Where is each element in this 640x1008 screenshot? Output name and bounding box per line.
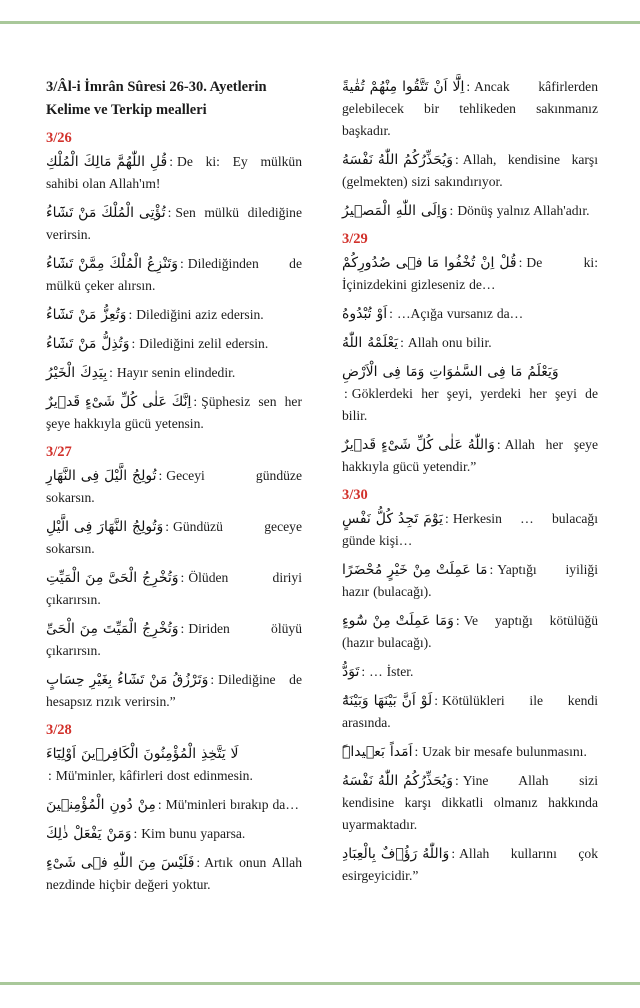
separator-colon: : (414, 744, 419, 759)
arabic-phrase: يَوْمَ تَجِدُ كُلُّ نَفْسٍ (342, 511, 444, 527)
separator-colon: : (389, 306, 393, 321)
meaning-entry (342, 332, 598, 354)
meaning-entry (46, 567, 302, 611)
arabic-phrase: وَيُحَذِّرُكُمُ اللّٰهُ نَفْسَهُ (342, 773, 453, 789)
arabic-phrase: اِلَّٓا اَنْ تَتَّقُوا مِنْهُمْ تُقٰيةً (342, 79, 465, 95)
turkish-meaning: … İster. (369, 664, 414, 679)
meaning-entry (342, 508, 598, 552)
arabic-phrase: وَيَعْلَمُ مَا فِى السَّمٰوَاتِ وَمَا فِى الْاَرْضِ (342, 364, 559, 380)
meaning-entry (46, 333, 302, 355)
meaning-entry (46, 852, 302, 896)
separator-colon: : (344, 386, 348, 401)
separator-colon: : (518, 255, 523, 270)
turkish-meaning: Uzak bir mesafe bulunmasını. (422, 744, 587, 759)
turkish-meaning: Herkesin … bulacağı günde kişi… (342, 511, 598, 548)
arabic-phrase: مِنْ دُونِ الْمُؤْمِن۪ينَ (46, 797, 156, 813)
turkish-meaning: …Açığa vursanız da… (396, 306, 524, 321)
separator-colon: : (449, 203, 454, 218)
separator-colon: : (180, 621, 185, 636)
arabic-phrase: لَوْ اَنَّ بَيْنَهَا وَبَيْنَهُٓ (342, 693, 433, 709)
turkish-meaning: Dilediğinden de mülkü çeker alırsın. (46, 256, 302, 293)
meaning-entry (342, 559, 598, 603)
right-sections (342, 76, 598, 887)
turkish-meaning: Ve yaptığı kötülüğü (hazır bulacağı). (342, 613, 598, 650)
right-column (342, 76, 598, 894)
arabic-phrase: قُلِ اللّٰهُمَّ مَالِكَ الْمُلْكِ (46, 154, 168, 170)
separator-colon: : (193, 394, 198, 409)
arabic-phrase: وَتُعِزُّ مَنْ تَشَٓاءُ (46, 307, 127, 323)
separator-colon: : (158, 468, 163, 483)
left-column (46, 76, 302, 903)
arabic-phrase: وَتَرْزُقُ مَنْ تَشَٓاءُ بِغَيْرِ حِسَابٍ (46, 672, 209, 688)
meaning-entry (46, 794, 302, 816)
separator-colon: : (180, 570, 185, 585)
meaning-entry (46, 618, 302, 662)
meaning-entry (342, 149, 598, 193)
meaning-entry (46, 743, 302, 787)
arabic-phrase: وَمَا عَمِلَتْ مِنْ سُٓوءٍ (342, 613, 454, 629)
turkish-meaning: Dilediğini aziz edersin. (136, 307, 264, 322)
arabic-phrase: وَاللّٰهُ رَؤُ۫فٌ بِالْعِبَادِ (342, 846, 450, 862)
turkish-meaning: Dilediğini zelil edersin. (139, 336, 269, 351)
separator-colon: : (167, 205, 172, 220)
separator-colon: : (496, 437, 501, 452)
separator-colon: : (165, 519, 170, 534)
meaning-entry (342, 690, 598, 734)
meaning-entry (46, 202, 302, 246)
separator-colon: : (169, 154, 173, 169)
meaning-entry (46, 362, 302, 384)
turkish-meaning: Allah onu bilir. (407, 335, 492, 350)
meaning-entry (342, 252, 598, 296)
separator-colon: : (157, 797, 162, 812)
arabic-phrase: وَتَنْزِعُ الْمُلْكَ مِمَّنْ تَشَٓاءُ (46, 256, 178, 272)
separator-colon: : (400, 335, 404, 350)
arabic-phrase: اَمَداً بَع۪يداًۜ (342, 744, 413, 760)
turkish-meaning: Artık onun Allah nezdinde hiçbir değeri yoktur. (46, 855, 302, 892)
meaning-entry (46, 465, 302, 509)
verse-number: 3/29 (342, 231, 368, 247)
meaning-entry (342, 200, 598, 222)
separator-colon: : (454, 773, 459, 788)
verse-number: 3/28 (46, 722, 72, 738)
arabic-phrase: تَوَدُّ (342, 664, 360, 680)
separator-colon: : (131, 336, 136, 351)
meaning-entry (342, 76, 598, 142)
separator-colon: : (489, 562, 494, 577)
meaning-entry (342, 661, 598, 683)
top-rule (0, 21, 640, 24)
verse-number: 3/30 (342, 487, 368, 503)
turkish-meaning: Dönüş yalnız Allah'adır. (457, 203, 590, 218)
arabic-phrase: وَتُولِجُ النَّهَارَ فِى الَّيْلِ (46, 519, 164, 535)
separator-colon: : (454, 152, 459, 167)
turkish-meaning: Şüphesiz sen her şeye hakkıyla gücü yetensin. (46, 394, 302, 431)
turkish-meaning: Yaptığı iyiliği hazır (bulacağı). (342, 562, 598, 599)
page-title: 3/Âl-i İmrân Sûresi 26-30. Ayetlerin Kelime ve Terkip mealleri (46, 79, 267, 118)
meaning-entry (342, 843, 598, 887)
meaning-entry (46, 151, 302, 195)
meaning-entry (342, 303, 598, 325)
turkish-meaning: Allah, kendisine karşı (gelmekten) sizi sakındırıyor. (342, 152, 598, 189)
separator-colon: : (48, 768, 52, 783)
arabic-phrase: تُؤْتِى الْمُلْكَ مَنْ تَشَٓاءُ (46, 205, 166, 221)
turkish-meaning: Allah her şeye hakkıyla gücü yetendir.” (342, 437, 598, 474)
separator-colon: : (210, 672, 215, 687)
meaning-entry (46, 669, 302, 713)
arabic-phrase: يَعْلَمْهُ اللّٰهُ (342, 335, 399, 351)
separator-colon: : (128, 307, 133, 322)
separator-colon: : (361, 664, 366, 679)
turkish-meaning: Ölüden diriyi çıkarırsın. (46, 570, 302, 607)
turkish-meaning: Ancak kâfirlerden gelebilecek bir tehlikeden sakınmanız başkadır. (342, 79, 598, 138)
turkish-meaning: Yine Allah sizi kendisine karşı dikkatli olmanız hakkında uyarmaktadır. (342, 773, 598, 832)
meaning-entry (342, 361, 598, 427)
separator-colon: : (133, 826, 138, 841)
turkish-meaning: Göklerdeki her şeyi, yerdeki her şeyi de bilir. (342, 386, 598, 423)
arabic-phrase: تُولِجُ الَّيْلَ فِى النَّهَارِ (46, 468, 157, 484)
turkish-meaning: Kötülükleri ile kendi arasında. (342, 693, 598, 730)
arabic-phrase: اَوْ تُبْدُوهُ (342, 306, 388, 322)
turkish-meaning: De ki: İçinizdekini gizleseniz de… (342, 255, 598, 292)
separator-colon: : (445, 511, 449, 526)
arabic-phrase: وَتُذِلُّ مَنْ تَشَٓاءُ (46, 336, 130, 352)
turkish-meaning: Diriden ölüyü çıkarırsın. (46, 621, 302, 658)
arabic-phrase: وَاللّٰهُ عَلٰى كُلِّ شَیْءٍ قَد۪يرٌ (342, 437, 495, 453)
turkish-meaning: Dilediğine de hesapsız rızık verirsin.” (46, 672, 302, 709)
separator-colon: : (109, 365, 113, 380)
meaning-entry (342, 741, 598, 763)
separator-colon: : (455, 613, 460, 628)
meaning-entry (46, 304, 302, 326)
meaning-entry (46, 516, 302, 560)
separator-colon: : (451, 846, 456, 861)
meaning-entry (342, 434, 598, 478)
turkish-meaning: Allah kullarını çok esirgeyicidir.” (342, 846, 598, 883)
arabic-phrase: لَا يَتَّخِذِ الْمُؤْمِنُونَ الْكَافِر۪ينَ اَوْلِيَٓاءَ (46, 746, 239, 762)
meaning-entry (342, 610, 598, 654)
verse-number: 3/27 (46, 444, 72, 460)
arabic-phrase: وَمَنْ يَفْعَلْ ذٰلِكَ (46, 826, 132, 842)
separator-colon: : (434, 693, 438, 708)
arabic-phrase: مَا عَمِلَتْ مِنْ خَيْرٍ مُحْضَرًا (342, 562, 488, 578)
turkish-meaning: Mü'minleri bırakıp da… (165, 797, 299, 812)
separator-colon: : (196, 855, 201, 870)
arabic-phrase: وَتُخْرِجُ الْمَيِّتَ مِنَ الْحَیِّ (46, 621, 179, 637)
turkish-meaning: Hayır senin elindedir. (116, 365, 236, 380)
turkish-meaning: De ki: Ey mülkün sahibi olan Allah'ım! (46, 154, 302, 191)
arabic-phrase: بِيَدِكَ الْخَيْرُ (46, 365, 108, 381)
arabic-phrase: اِنَّكَ عَلٰى كُلِّ شَیْءٍ قَد۪يرٌ (46, 394, 192, 410)
turkish-meaning: Mü'minler, kâfirleri dost edinmesin. (55, 768, 253, 783)
arabic-phrase: وَاِلَى اللّٰهِ الْمَص۪يرُ (342, 203, 448, 219)
separator-colon: : (466, 79, 471, 94)
meaning-entry (46, 823, 302, 845)
separator-colon: : (179, 256, 184, 271)
meaning-entry (46, 253, 302, 297)
meaning-entry (342, 770, 598, 836)
verse-number: 3/26 (46, 130, 72, 146)
turkish-meaning: Geceyi gündüze sokarsın. (46, 468, 302, 505)
left-sections (46, 128, 302, 896)
arabic-phrase: قُلْ اِنْ تُخْفُوا مَا ف۪ى صُدُورِكُمْ (342, 255, 517, 271)
meaning-entry (46, 391, 302, 435)
arabic-phrase: فَلَيْسَ مِنَ اللّٰهِ ف۪ى شَیْءٍ (46, 855, 195, 871)
turkish-meaning: Kim bunu yaparsa. (141, 826, 246, 841)
turkish-meaning: Gündüzü geceye sokarsın. (46, 519, 302, 556)
arabic-phrase: وَيُحَذِّرُكُمُ اللّٰهُ نَفْسَهُ (342, 152, 453, 168)
bottom-rule (0, 982, 640, 985)
turkish-meaning: Sen mülkü dilediğine verirsin. (46, 205, 302, 242)
arabic-phrase: وَتُخْرِجُ الْحَیَّ مِنَ الْمَيِّتِ (46, 570, 179, 586)
